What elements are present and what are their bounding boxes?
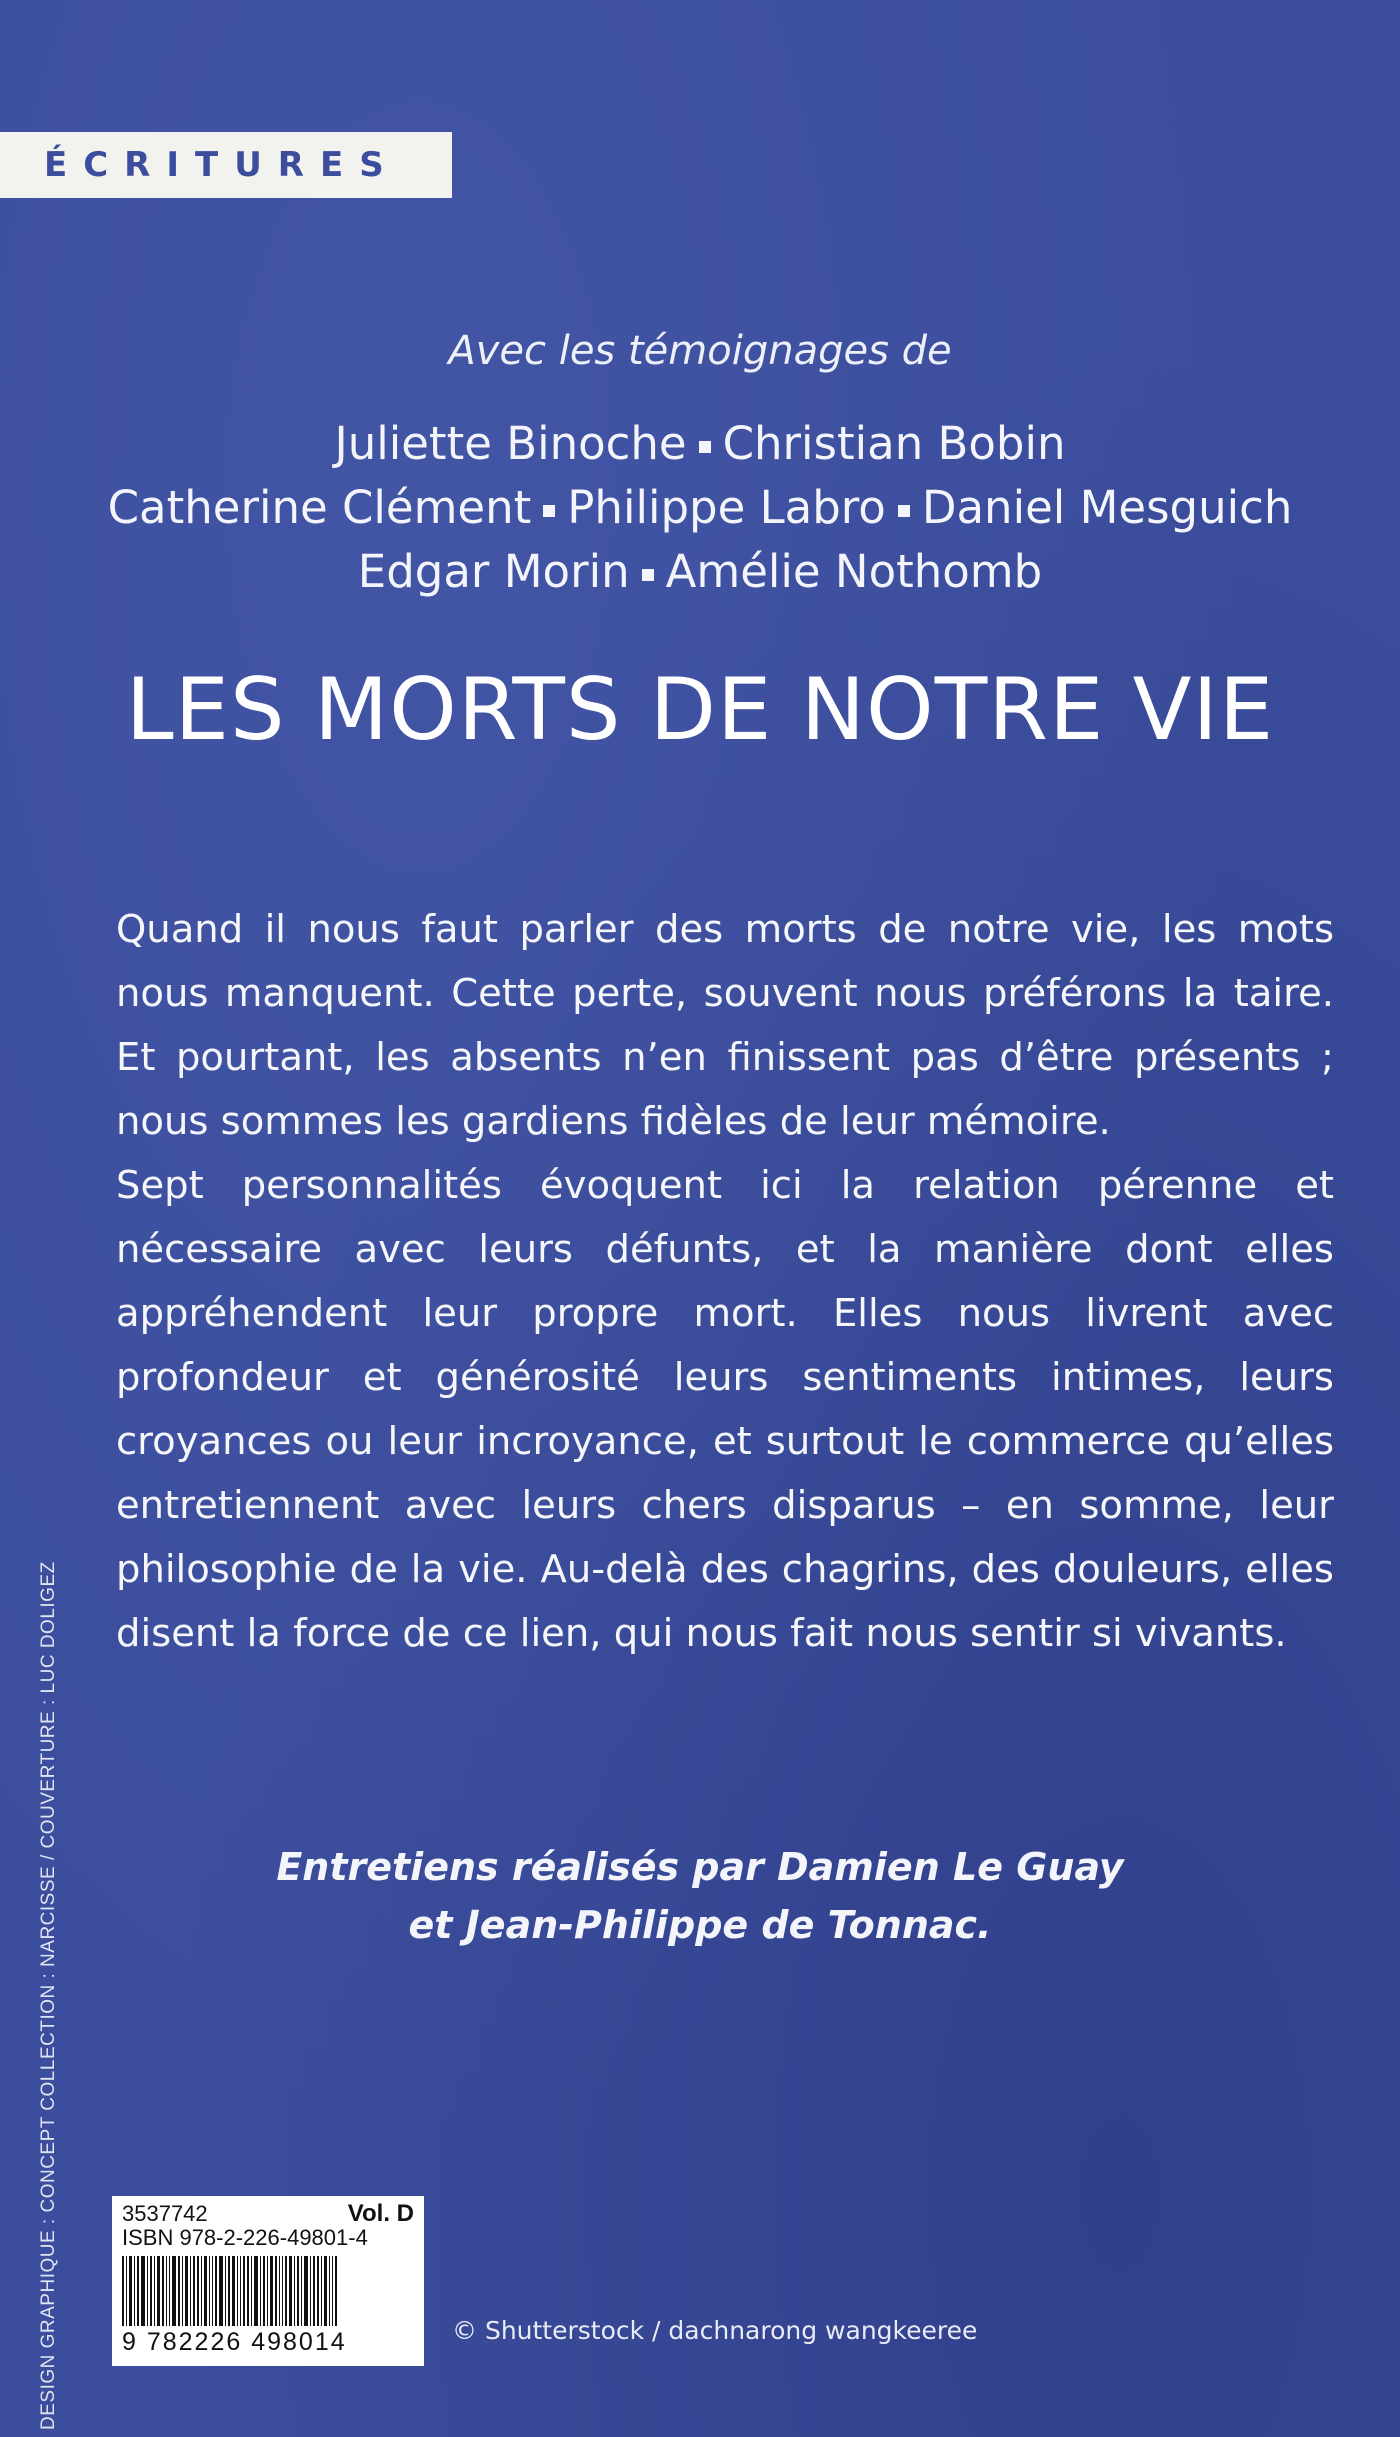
barcode-stripe (141, 2256, 145, 2326)
contributor-names (0, 412, 1400, 604)
product-code: 3537742 (122, 2201, 208, 2226)
barcode-stripe (310, 2256, 311, 2326)
barcode-stripe (297, 2256, 299, 2326)
contributor-name: Juliette Binoche (334, 417, 687, 470)
barcode-stripe (267, 2256, 268, 2326)
barcode-stripe (209, 2256, 210, 2326)
barcode-stripe (193, 2256, 195, 2326)
barcode-stripe (182, 2256, 183, 2326)
barcode-label (112, 2196, 424, 2366)
contributor-name: Daniel Mesguich (921, 481, 1293, 534)
barcode-stripe (134, 2256, 135, 2326)
barcode-stripe (324, 2256, 327, 2326)
barcode-stripe (232, 2256, 235, 2326)
barcode-stripe (301, 2256, 302, 2326)
design-credit: DESIGN GRAPHIQUE : CONCEPT COLLECTION : NARCISSE / COUVERTURE : LUC DOLIGEZ (38, 1561, 59, 2430)
barcode-stripe (294, 2256, 295, 2326)
barcode-stripe (137, 2256, 139, 2326)
testimonials-intro: Avec les témoignages de (448, 328, 952, 374)
series-label: ÉCRITURES (0, 132, 452, 198)
barcode-stripe (190, 2256, 191, 2326)
barcode-stripe (162, 2256, 164, 2326)
names-line-1 (0, 412, 1400, 476)
barcode-stripe (260, 2256, 261, 2326)
barcode-stripe (228, 2256, 230, 2326)
barcode-stripe (313, 2256, 315, 2326)
square-separator-icon (642, 569, 654, 581)
isbn: ISBN 978-2-226-49801-4 (122, 2225, 368, 2250)
names-line-2 (0, 476, 1400, 540)
barcode-stripe (332, 2256, 333, 2326)
barcode-stripe (275, 2256, 277, 2326)
barcode-stripe (150, 2256, 152, 2326)
barcode-digits: 9 782226 498014 (122, 2328, 347, 2356)
barcode-stripe (219, 2256, 223, 2326)
interview-credits (0, 1838, 1400, 1954)
barcode-stripe (201, 2256, 202, 2326)
barcode-stripe (166, 2256, 167, 2326)
barcode-stripe (185, 2256, 188, 2326)
barcode-stripe (304, 2256, 308, 2326)
barcode-stripe (215, 2256, 217, 2326)
barcode-stripe (147, 2256, 148, 2326)
barcode-stripe (157, 2256, 160, 2326)
barcode-stripe (329, 2256, 330, 2326)
barcode-stripe (270, 2256, 273, 2326)
barcode-stripe (204, 2256, 207, 2326)
credits-line-1: Entretiens réalisés par Damien Le Guay (276, 1845, 1124, 1889)
barcode-stripe (212, 2256, 213, 2326)
barcode-stripe (289, 2256, 292, 2326)
barcode-header (122, 2202, 414, 2226)
barcode-stripe (321, 2256, 322, 2326)
barcode-stripe (169, 2256, 170, 2326)
barcode-stripe (317, 2256, 319, 2326)
barcode-stripe (263, 2256, 265, 2326)
photo-credit: © Shutterstock / dachnarong wangkeeree (452, 2316, 978, 2345)
barcode-stripe (254, 2256, 258, 2326)
names-line-3 (0, 540, 1400, 604)
barcode-stripe (282, 2256, 283, 2326)
square-separator-icon (898, 505, 910, 517)
barcode-stripe (129, 2256, 132, 2326)
barcode-stripe (197, 2256, 199, 2326)
blurb (116, 898, 1334, 1666)
contributor-name: Philippe Labro (567, 481, 886, 534)
barcode-stripe (240, 2256, 241, 2326)
blurb-paragraph-1: Quand il nous faut parler des morts de notre vie, les mots nous manquent. Cette perte, souvent nous préférons la taire. Et pourtant, les absents n’en finissent pas d’être présents ; nous sommes les gardiens fidèles de leur mémoire. (116, 907, 1334, 1144)
barcode-stripe (154, 2256, 155, 2326)
barcode-stripe (247, 2256, 249, 2326)
barcode-stripe (285, 2256, 287, 2326)
barcode-stripe (243, 2256, 245, 2326)
isbn-row (122, 2226, 414, 2250)
barcode-stripe (126, 2256, 127, 2326)
square-separator-icon (699, 441, 711, 453)
barcode-stripe (225, 2256, 226, 2326)
barcode-bars (122, 2256, 414, 2326)
contributor-name: Christian Bobin (722, 417, 1066, 470)
barcode-stripe (178, 2256, 180, 2326)
blurb-paragraph-2: Sept personnalités évoquent ici la relation pérenne et nécessaire avec leurs défunts, et la manière dont elles appréhendent leur propre mort. Elles nous livrent avec profondeur et générosité leurs sentiments intimes, leurs croyances ou leur incroyance, et surtout le commerce qu’elles entretiennent avec leurs chers disparus – en somme, leur philosophie de la vie. Au-delà des chagrins, des douleurs, elles disent la force de ce lien, qui nous fait nous sentir si vivants. (116, 1163, 1334, 1656)
barcode-stripe (251, 2256, 252, 2326)
barcode-stripe (279, 2256, 280, 2326)
contributor-name: Amélie Nothomb (665, 545, 1043, 598)
barcode-stripe (335, 2256, 337, 2326)
contributor-name: Edgar Morin (357, 545, 630, 598)
book-title: LES MORTS DE NOTRE VIE (125, 660, 1275, 760)
barcode-stripe (122, 2256, 124, 2326)
square-separator-icon (543, 505, 555, 517)
contributor-name: Catherine Clément (107, 481, 532, 534)
volume-label: Vol. D (347, 2200, 414, 2227)
barcode-stripe (237, 2256, 238, 2326)
barcode-stripe (172, 2256, 176, 2326)
credits-line-2: et Jean-Philippe de Tonnac. (408, 1903, 992, 1947)
